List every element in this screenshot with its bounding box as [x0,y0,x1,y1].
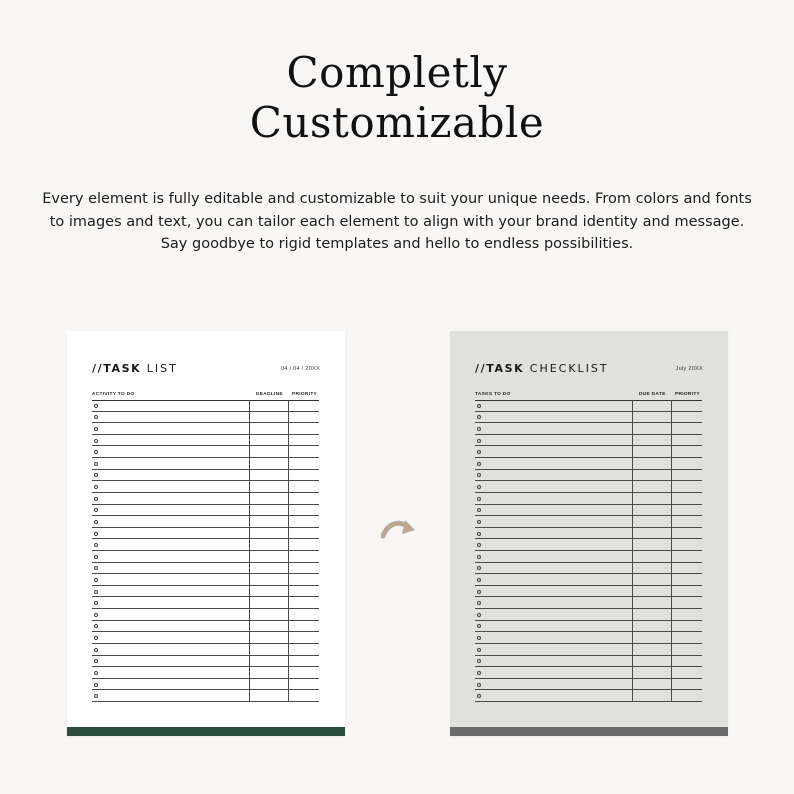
table-row [475,493,702,505]
checkbox-circle-icon[interactable] [477,694,481,698]
table-row [475,586,702,598]
table-row [92,690,319,702]
checkbox-circle-icon[interactable] [94,636,98,640]
table-row [92,621,319,633]
table-row [92,458,319,470]
table-row [92,563,319,575]
checkbox-circle-icon[interactable] [94,485,98,489]
checkbox-circle-icon[interactable] [477,543,481,547]
table-row [475,481,702,493]
table-row [475,446,702,458]
checkbox-circle-icon[interactable] [94,671,98,675]
checkbox-circle-icon[interactable] [477,566,481,570]
checkbox-circle-icon[interactable] [94,532,98,536]
table-row [92,493,319,505]
checkbox-circle-icon[interactable] [477,532,481,536]
sheet-title-prefix: // [92,362,104,375]
table-row [92,423,319,435]
table-row [475,656,702,668]
table-row [475,563,702,575]
task-table [475,400,702,702]
checkbox-circle-icon[interactable] [94,508,98,512]
checkbox-circle-icon[interactable] [94,543,98,547]
table-row [92,632,319,644]
table-row [475,551,702,563]
checkbox-circle-icon[interactable] [94,520,98,524]
checkbox-circle-icon[interactable] [477,624,481,628]
table-row [475,505,702,517]
table-row [92,586,319,598]
table-row [475,574,702,586]
headline-line-1: Completly [286,48,508,97]
table-row [475,435,702,447]
checkbox-circle-icon[interactable] [477,415,481,419]
checkbox-circle-icon[interactable] [477,485,481,489]
table-row [475,597,702,609]
table-row [92,435,319,447]
table-row [475,632,702,644]
table-row [92,505,319,517]
description-text: Every element is fully editable and customizable to suit your unique needs. From colors and fonts to images and text, you can tailor each element to align with your brand identity and message. Say goodbye to rigid templates and hello to endless possibilities. [42,191,752,252]
checkbox-circle-icon[interactable] [94,473,98,477]
sheet-title-rest: LIST [146,362,178,375]
table-row [92,656,319,668]
curved-arrow-right-icon [381,515,417,539]
table-row [475,412,702,424]
checkbox-circle-icon[interactable] [477,520,481,524]
column-header-due-date: DUE DATE [639,392,666,397]
table-row [92,400,319,412]
table-row [475,458,702,470]
checkbox-circle-icon[interactable] [477,590,481,594]
table-row [92,516,319,528]
table-row [92,667,319,679]
column-header-deadline: DEADLINE [256,392,283,397]
sheet-title-bold: TASK [486,362,525,375]
checkbox-circle-icon[interactable] [477,404,481,408]
table-row [92,528,319,540]
table-row [475,690,702,702]
table-row [475,423,702,435]
table-row [92,481,319,493]
checkbox-circle-icon[interactable] [477,648,481,652]
checkbox-circle-icon[interactable] [477,578,481,582]
table-row [92,574,319,586]
checkbox-circle-icon[interactable] [477,671,481,675]
sheet-date: July 20XX [675,366,703,372]
table-row [475,621,702,633]
checkbox-circle-icon[interactable] [94,450,98,454]
table-row [92,539,319,551]
checkbox-circle-icon[interactable] [477,508,481,512]
checkbox-circle-icon[interactable] [94,659,98,663]
checkbox-circle-icon[interactable] [94,427,98,431]
table-row [92,679,319,691]
table-row [92,470,319,482]
checkbox-circle-icon[interactable] [477,497,481,501]
checkbox-circle-icon[interactable] [94,590,98,594]
checkbox-circle-icon[interactable] [477,683,481,687]
checkbox-circle-icon[interactable] [94,462,98,466]
sheet-title-rest: CHECKLIST [529,362,609,375]
checkbox-circle-icon[interactable] [94,613,98,617]
table-row [475,470,702,482]
column-header-activity: ACTIVITY TO DO [92,392,135,397]
checkbox-circle-icon[interactable] [477,636,481,640]
task-checklist-sheet [450,331,728,736]
table-row [475,539,702,551]
sheet-footer-bar [450,727,728,736]
task-list-sheet [67,331,345,736]
checkbox-circle-icon[interactable] [477,555,481,559]
sheet-title [92,362,178,375]
task-table [92,400,319,702]
checkbox-circle-icon[interactable] [477,601,481,605]
table-row [92,412,319,424]
column-header-tasks: TASKS TO DO [475,392,511,397]
table-row [475,667,702,679]
checkbox-circle-icon[interactable] [94,683,98,687]
checkbox-circle-icon[interactable] [477,659,481,663]
table-row [475,609,702,621]
checkbox-circle-icon[interactable] [477,450,481,454]
checkbox-circle-icon[interactable] [94,694,98,698]
checkbox-circle-icon[interactable] [94,566,98,570]
checkbox-circle-icon[interactable] [94,624,98,628]
headline-line-2: Customizable [249,98,545,147]
column-header-priority: PRIORITY [675,392,701,397]
checkbox-circle-icon[interactable] [94,415,98,419]
checkbox-circle-icon[interactable] [477,462,481,466]
table-row [92,551,319,563]
checkbox-circle-icon[interactable] [94,439,98,443]
checkbox-circle-icon[interactable] [94,555,98,559]
checkbox-circle-icon[interactable] [477,439,481,443]
headline [0,48,794,148]
checkbox-circle-icon[interactable] [94,601,98,605]
checkbox-circle-icon[interactable] [477,427,481,431]
table-row [92,597,319,609]
checkbox-circle-icon[interactable] [94,648,98,652]
checkbox-circle-icon[interactable] [477,473,481,477]
table-row [92,644,319,656]
table-row [92,446,319,458]
table-row [475,516,702,528]
sheet-title-bold: TASK [103,362,142,375]
table-row [475,400,702,412]
sheet-footer-bar [67,727,345,736]
table-row [475,528,702,540]
checkbox-circle-icon[interactable] [94,404,98,408]
column-header-priority: PRIORITY [292,392,318,397]
checkbox-circle-icon[interactable] [94,497,98,501]
sheet-title-prefix: // [475,362,487,375]
checkbox-circle-icon[interactable] [94,578,98,582]
table-row [475,644,702,656]
sheet-date: 04 / 04 / 20XX [280,366,320,372]
table-row [475,679,702,691]
sheet-title [475,362,609,375]
checkbox-circle-icon[interactable] [477,613,481,617]
table-row [92,609,319,621]
